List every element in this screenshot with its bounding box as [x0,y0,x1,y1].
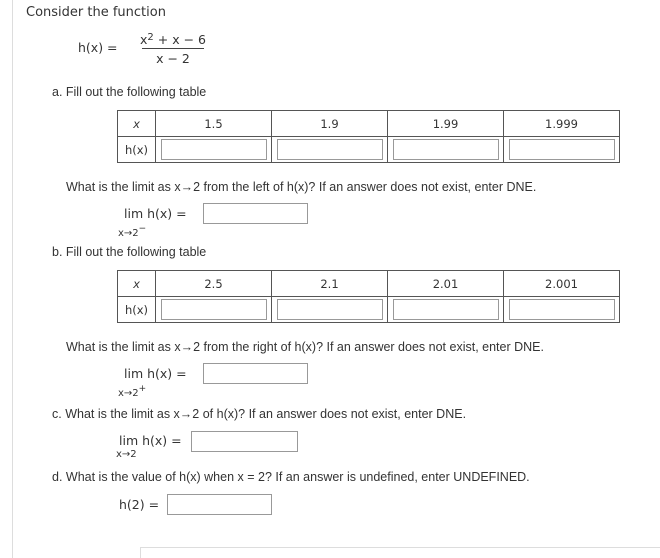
table-b-cell [504,297,620,323]
part-b-limit-input[interactable] [203,363,308,384]
footer-divider [140,547,660,548]
function-lhs: h(x) = [78,40,118,55]
table-b-x-value: 2.5 [156,271,272,297]
table-a-cell [388,137,504,163]
table-a [117,110,620,163]
part-c-limit-input[interactable] [191,431,298,452]
table-b-row-label: h(x) [118,297,156,323]
table-a-cell [156,137,272,163]
table-b-x-header: x [118,271,156,297]
table-b-input-3[interactable] [393,299,499,320]
table-b-cell [272,297,388,323]
table-a-x-value: 1.99 [388,111,504,137]
part-b-question: What is the limit as x→2 from the right of h(x)? If an answer does not exist, enter DNE. [66,340,544,354]
table-b-x-value: 2.01 [388,271,504,297]
part-a-limit-expr: lim h(x) = [124,206,187,221]
table-b [117,270,620,323]
table-b-cell [388,297,504,323]
table-a-x-value: 1.5 [156,111,272,137]
part-d-input[interactable] [167,494,272,515]
table-a-cell [272,137,388,163]
part-b-label: b. Fill out the following table [52,245,207,259]
table-a-x-value: 1.999 [504,111,620,137]
part-c-limit-expr: lim h(x) = [119,433,182,448]
part-d-question: d. What is the value of h(x) when x = 2? If an answer is undefined, enter UNDEFINED. [52,470,530,484]
part-a-limit-approach: x→2 [118,228,139,239]
table-a-input-2[interactable] [277,139,383,160]
part-d-expr: h(2) = [119,497,160,512]
part-a-limit-subscript [118,224,146,239]
part-b-limit-approach: x→2 [118,388,139,399]
numerator-base: x [140,32,148,47]
footer-edge [140,547,141,558]
numerator-exponent: 2 [147,32,154,43]
table-b-cell [156,297,272,323]
table-a-row-label: h(x) [118,137,156,163]
table-b-input-2[interactable] [277,299,383,320]
numerator-rest: + x − 6 [153,32,206,47]
part-b-limit-expr: lim h(x) = [124,366,187,381]
table-b-input-4[interactable] [509,299,615,320]
table-b-x-value: 2.001 [504,271,620,297]
table-b-h-row [118,297,620,323]
part-c-limit-subscript: x→2 [116,449,137,460]
table-a-header-row [118,111,620,137]
part-a-limit-input[interactable] [203,203,308,224]
part-a-label: a. Fill out the following table [52,85,207,99]
part-b-limit-subscript [118,384,146,399]
function-denominator: x − 2 [156,51,190,66]
table-a-cell [504,137,620,163]
table-a-x-value: 1.9 [272,111,388,137]
table-b-input-1[interactable] [161,299,267,320]
table-b-header-row [118,271,620,297]
table-a-input-3[interactable] [393,139,499,160]
table-a-x-header: x [118,111,156,137]
table-a-input-1[interactable] [161,139,267,160]
part-a-limit-side: − [138,224,147,234]
function-fraction [140,28,206,67]
table-a-h-row [118,137,620,163]
part-a-question: What is the limit as x→2 from the left of h(x)? If an answer does not exist, enter DNE. [66,180,537,194]
function-numerator [140,28,206,48]
part-c-question: c. What is the limit as x→2 of h(x)? If an answer does not exist, enter DNE. [52,407,467,421]
intro-text: Consider the function [26,5,166,20]
part-b-limit-side: + [138,384,147,394]
table-b-x-value: 2.1 [272,271,388,297]
table-a-input-4[interactable] [509,139,615,160]
